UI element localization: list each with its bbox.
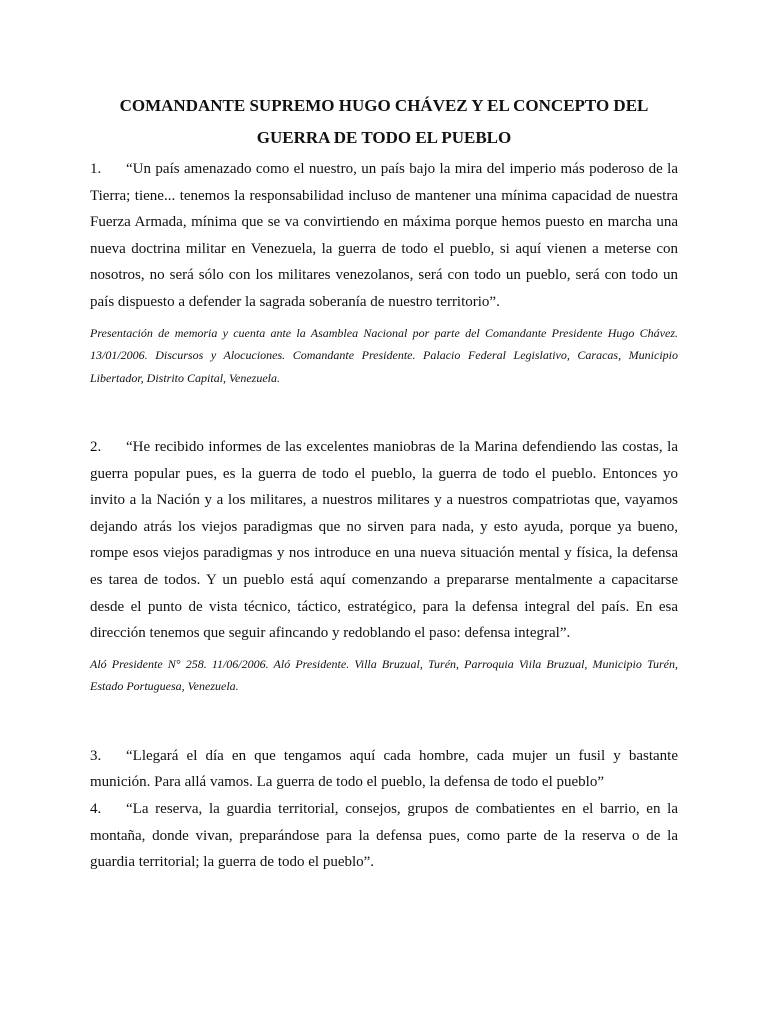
quote-text [90, 796, 678, 876]
quote-body: “He recibido informes de las excelentes maniobras de la Marina defendiendo las costas, la guerra popular pues, es la guerra de todo el pueblo, la guerra de todo el pueblo. Entonces yo invito a la Nación y a los militares, a nuestros militares y a nuestros compatriotas que, vayamos dejando atrás los viejos paradigmas que no sirven para nada, y esto ayuda, porque ya bueno, rompe esos viejos paradigmas y nos introduce en una nueva situación mental y física, la defensa es tarea de todos. Y un pueblo está aquí comenzando a prepararse mentalmente a capacitarse desde el punto de vista técnico, táctico, estratégico, para la defensa integral del país. En esa dirección tenemos que seguir afincando y redoblando el paso: defensa integral”. [90, 439, 678, 642]
document-title: COMANDANTE SUPREMO HUGO CHÁVEZ Y EL CONCEPTO DEL GUERRA DE TODO EL PUEBLO [119, 96, 649, 147]
quote-entry-3 [90, 743, 678, 796]
quote-source: Presentación de memoria y cuenta ante la Asamblea Nacional por parte del Comandante Presidente Hugo Chávez. 13/01/2006. Discursos y Alocuciones. Comandante Presidente. Palacio Federal Legislativo, Caracas, Municipio Libertador, Distrito Capital, Venezuela. [90, 325, 678, 385]
document-page [90, 90, 678, 876]
quote-text [90, 156, 678, 316]
quote-body: “Llegará el día en que tengamos aquí cada hombre, cada mujer un fusil y bastante munición. Para allá vamos. La guerra de todo el pueblo, la defensa de todo el pueblo” [90, 747, 678, 791]
quote-entry-1 [90, 156, 678, 389]
quote-text [90, 434, 678, 647]
quote-body: “Un país amenazado como el nuestro, un país bajo la mira del imperio más poderoso de la Tierra; tiene... tenemos la responsabilidad incluso de mantener una mínima capacidad de nuestra Fuerza Armada, mínima que se va convirtiendo en máxima porque hemos puesto en marcha una nueva doctrina militar en Venezuela, la guerra de todo el pueblo, si aquí vienen a meterse con nosotros, no será sólo con los militares venezolanos, será con todo un pueblo, será con todo un país dispuesto a defender la sagrada soberanía de nuestro territorio”. [90, 161, 678, 310]
quote-body: “La reserva, la guardia territorial, consejos, grupos de combatientes en el barrio, en la montaña, donde vivan, preparándose para la defensa pues, como parte de la reserva o de la guardia territorial; la guerra de todo el pueblo”. [90, 801, 678, 871]
quote-entry-2 [90, 434, 678, 698]
entry-number: 2. [90, 439, 102, 456]
entry-number: 1. [90, 161, 102, 177]
quote-text [90, 743, 678, 796]
entry-number: 3. [90, 747, 102, 764]
quote-entry-4 [90, 796, 678, 876]
entry-number: 4. [90, 801, 102, 817]
quote-source: Aló Presidente N° 258. 11/06/2006. Aló Presidente. Villa Bruzual, Turén, Parroquia Viila Bruzual, Municipio Turén, Estado Portuguesa, Venezuela. [90, 656, 678, 694]
